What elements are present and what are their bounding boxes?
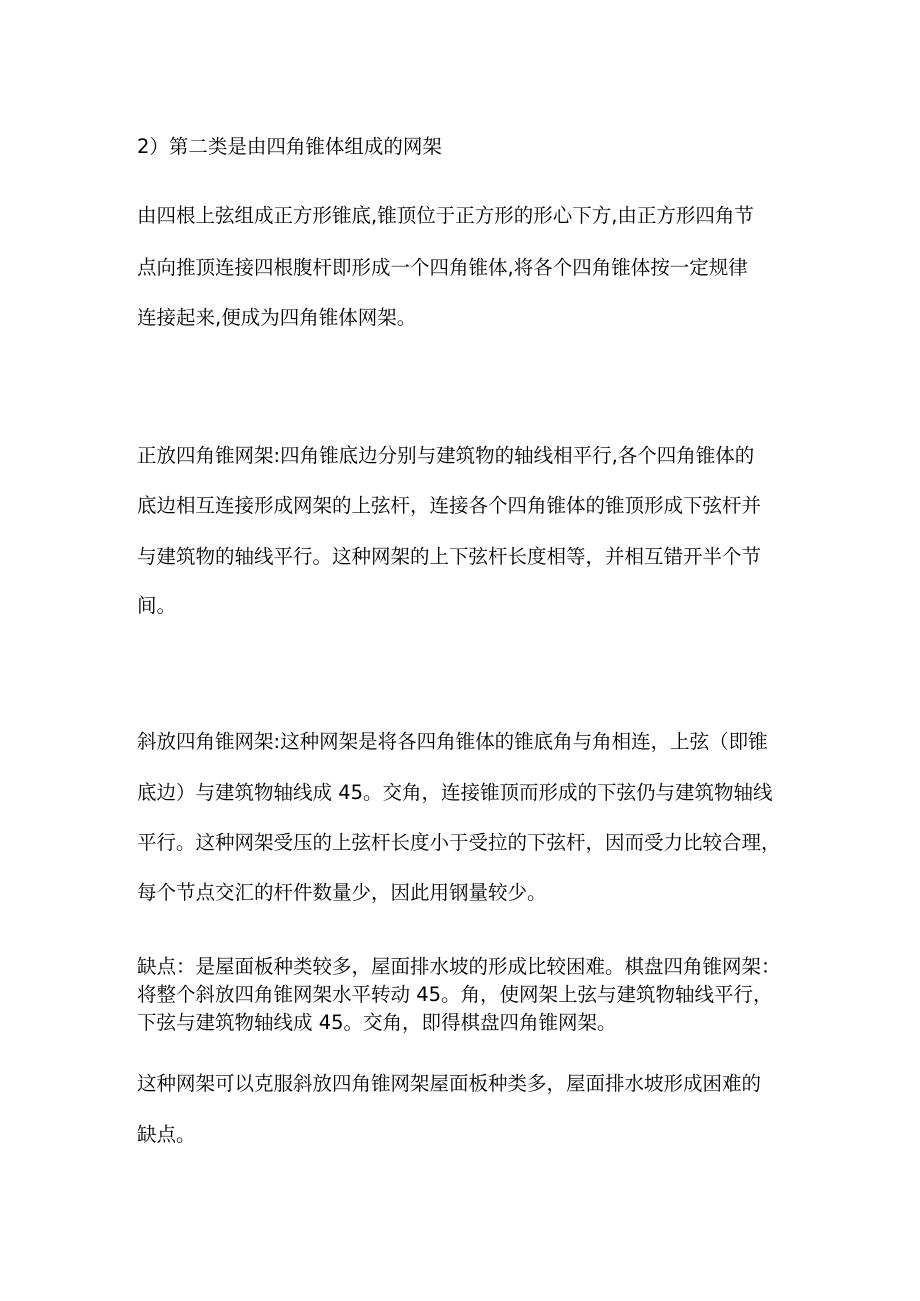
text-line: 下弦与建筑物轴线成 45。交角，即得棋盘四角锥网架。 [137, 1011, 617, 1034]
text-line: 与建筑物的轴线平行。这种网架的上下弦杆长度相等，并相互错开半个节 [137, 545, 762, 568]
text-line: 底边相互连接形成网架的上弦杆，连接各个四角锥体的锥顶形成下弦杆并 [137, 494, 762, 517]
text-line: 这种网架可以克服斜放四角锥网架屋面板种类多，屋面排水坡形成困难的 [137, 1072, 762, 1095]
text-line: 缺点。 [137, 1123, 196, 1146]
text-line: 连接起来,便成为四角锥体网架。 [137, 306, 417, 329]
text-line: 点向推顶连接四根腹杆即形成一个四角锥体,将各个四角锥体按一定规律 [137, 256, 748, 279]
text-line: 由四根上弦组成正方形锥底,锥顶位于正方形的形心下方,由正方形四角节 [137, 204, 754, 227]
text-line: 底边）与建筑物轴线成 45。交角，连接锥顶而形成的下弦仍与建筑物轴线 [137, 781, 773, 804]
text-line: 间。 [137, 594, 177, 617]
section-heading: 2）第二类是由四角锥体组成的网架 [137, 135, 442, 158]
text-line: 将整个斜放四角锥网架水平转动 45。角，使网架上弦与建筑物轴线平行， [137, 983, 773, 1006]
text-line: 缺点：是屋面板种类较多，屋面排水坡的形成比较困难。棋盘四角锥网架： [137, 955, 781, 978]
text-line: 每个节点交汇的杆件数量少，因此用钢量较少。 [137, 881, 547, 904]
text-line: 平行。这种网架受压的上弦杆长度小于受拉的下弦杆，因而受力比较合理， [137, 831, 781, 854]
text-line: 斜放四角锥网架:这种网架是将各四角锥体的锥底角与角相连，上弦（即锥 [137, 730, 768, 753]
text-line: 正放四角锥网架:四角锥底边分别与建筑物的轴线相平行,各个四角锥体的 [137, 444, 755, 467]
